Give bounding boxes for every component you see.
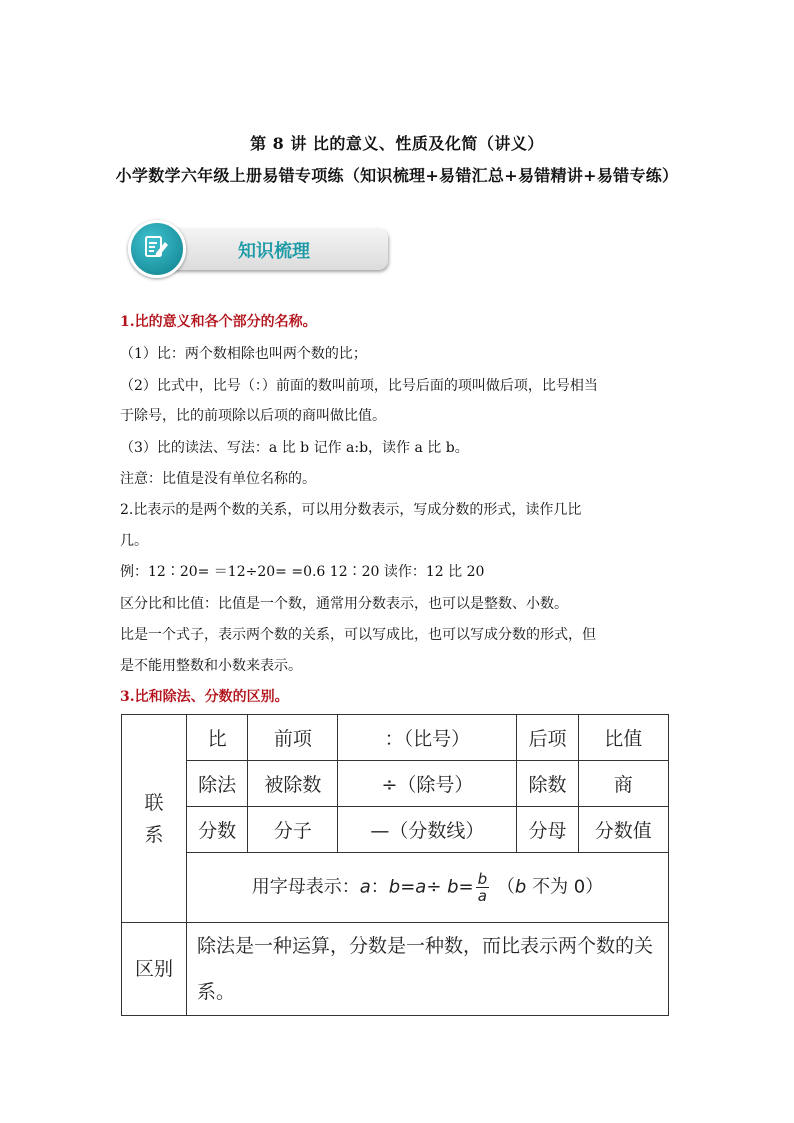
paragraph-note: 注意：比值是没有单位名称的。 <box>120 471 316 487</box>
edit-note-icon <box>128 220 186 278</box>
formula-b-expr: b=a÷ b= <box>388 876 474 898</box>
paragraph-ratio-parts-cont: 于除号，比的前项除以后项的商叫做比值。 <box>120 408 386 424</box>
page-title: 第 8 讲 比的意义、性质及化简（讲义） <box>250 134 544 153</box>
formula-a: a <box>359 876 371 898</box>
paragraph-read-write: （3）比的读法、写法：a 比 b 记作 a:b，读作 a 比 b。 <box>120 440 469 456</box>
difference-text: 除法是一种运算，分数是一种数，而比表示两个数的关系。 <box>187 923 669 1016</box>
section-banner <box>124 224 390 276</box>
paragraph-relation-cont: 几。 <box>120 533 148 549</box>
table-cell: 后项 <box>517 715 578 761</box>
table-cell: 分子 <box>248 807 338 853</box>
table-cell: 分数值 <box>578 807 668 853</box>
comparison-table <box>121 714 669 1016</box>
table-cell: 比 <box>187 715 248 761</box>
paragraph-ratio-definition: （1）比：两个数相除也叫两个数的比； <box>120 346 367 362</box>
side-label-difference: 区别 <box>122 923 187 1016</box>
formula-note-b: b <box>514 876 527 898</box>
table-cell: ：（比号） <box>338 715 517 761</box>
paragraph-relation: 2.比表示的是两个数的关系，可以用分数表示，写成分数的形式，读作几比 <box>120 502 582 518</box>
table-cell: —（分数线） <box>338 807 517 853</box>
formula-note-rest: 不为 0） <box>526 876 604 898</box>
paragraph-example: 例：12∶20= ＝12÷20= =0.6 12∶20 读作：12 比 20 <box>120 564 485 580</box>
side-label-relation: 联系 <box>122 715 187 923</box>
table-cell: 商 <box>578 761 668 807</box>
formula-cell <box>187 853 669 923</box>
table-cell: ÷（除号） <box>338 761 517 807</box>
formula-colon: ： <box>370 876 389 898</box>
formula-prefix: 用字母表示： <box>251 876 360 898</box>
table-cell: 被除数 <box>248 761 338 807</box>
paragraph-ratio-expression-cont: 是不能用整数和小数来表示。 <box>120 658 302 674</box>
paragraph-ratio-expression: 比是一个式子，表示两个数的关系，可以写成比，也可以写成分数的形式，但 <box>120 627 596 643</box>
table-cell: 前项 <box>248 715 338 761</box>
table-cell: 比值 <box>578 715 668 761</box>
paragraph-ratio-vs-value: 区分比和比值：比值是一个数，通常用分数表示，也可以是整数、小数。 <box>120 596 568 612</box>
formula-fraction <box>476 871 490 904</box>
heading-difference: 3.比和除法、分数的区别。 <box>120 689 289 705</box>
table-cell: 除法 <box>187 761 248 807</box>
paragraph-ratio-parts: （2）比式中，比号（：）前面的数叫前项，比号后面的项叫做后项，比号相当 <box>120 378 598 394</box>
banner-label: 知识梳理 <box>238 241 310 262</box>
table-cell: 分数 <box>187 807 248 853</box>
formula-note-open: （ <box>496 876 515 898</box>
page-subtitle: 小学数学六年级上册易错专项练（知识梳理+易错汇总+易错精讲+易错专练） <box>115 166 679 185</box>
table-cell: 分母 <box>517 807 578 853</box>
table-cell: 除数 <box>517 761 578 807</box>
heading-meaning: 1.比的意义和各个部分的名称。 <box>120 314 317 330</box>
fraction-numerator: b <box>477 870 488 888</box>
fraction-denominator: a <box>477 887 487 905</box>
